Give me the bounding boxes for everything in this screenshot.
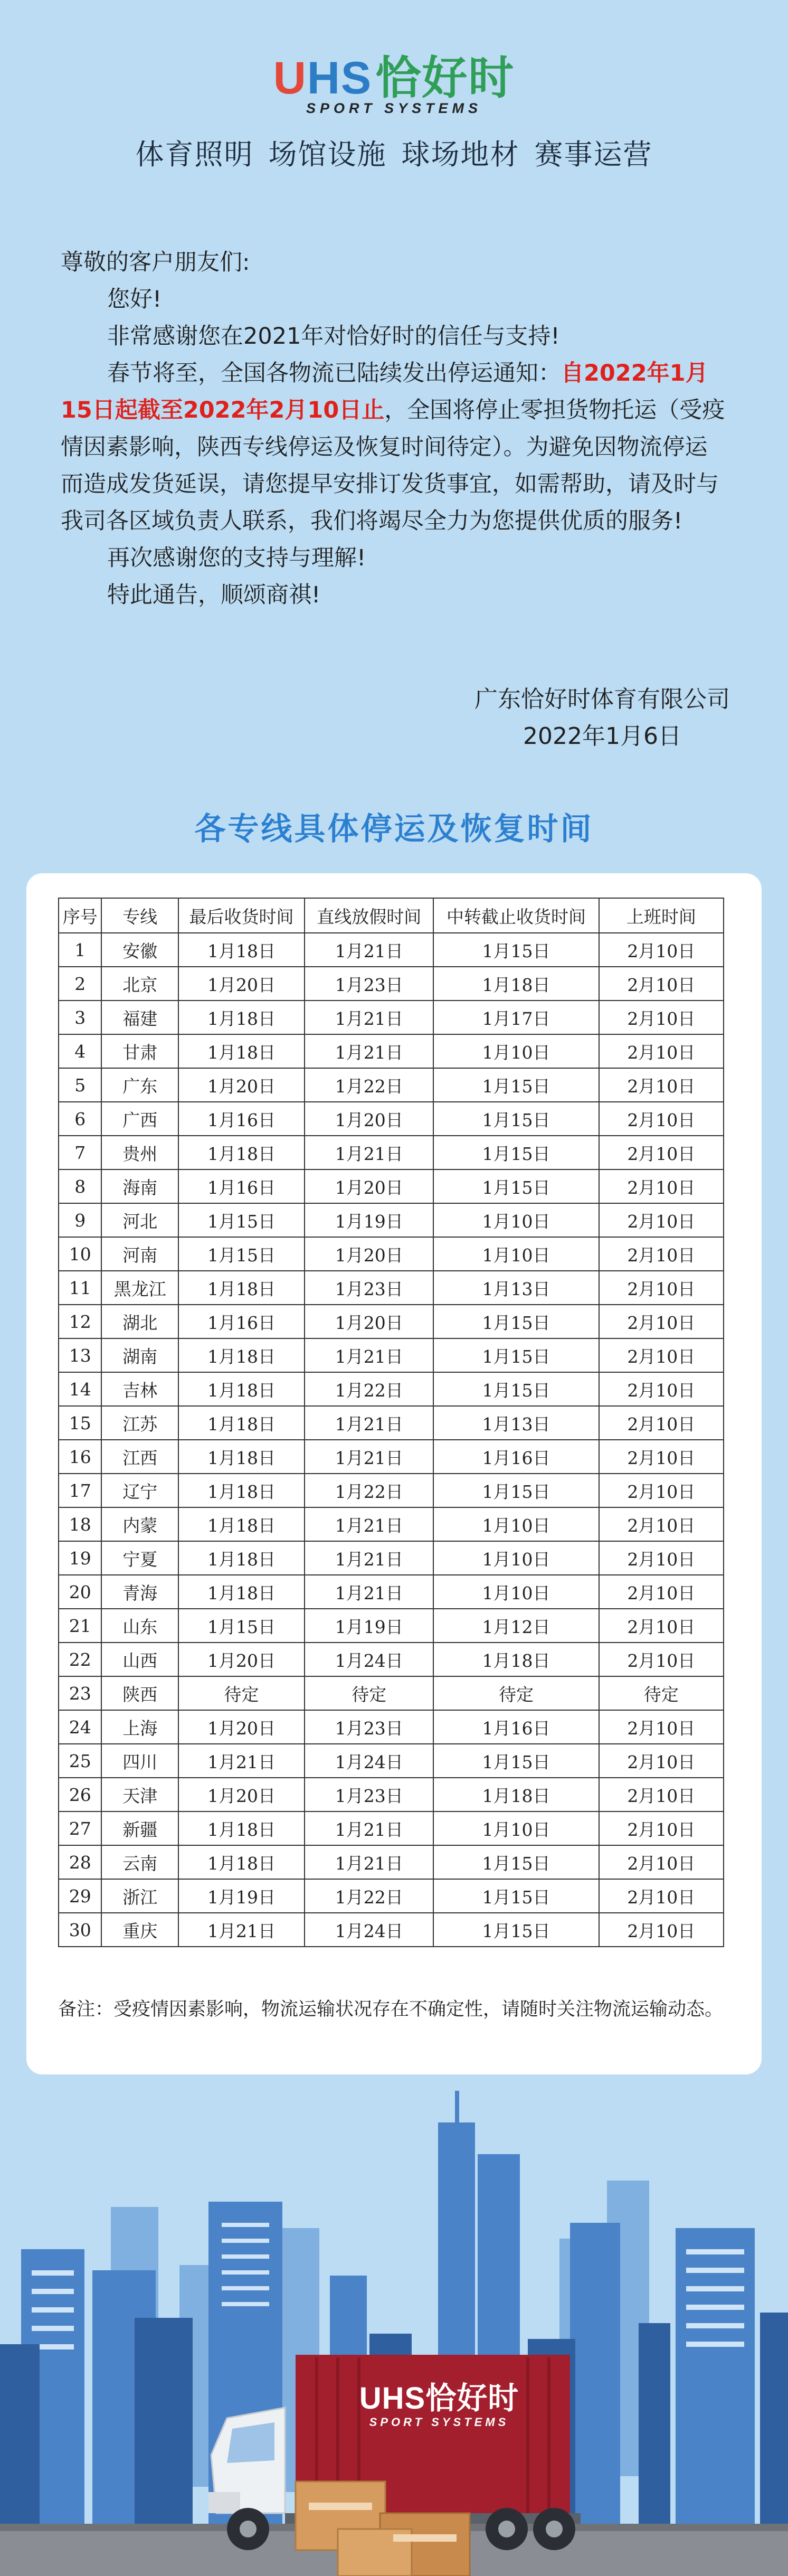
- letter-thanks: 非常感谢您在2021年对恰好时的信任与支持!: [107, 323, 560, 350]
- cell-line: 湖南: [101, 1338, 178, 1372]
- cell-line: 辽宁: [101, 1474, 178, 1507]
- truck-logo-cn: 恰好时: [425, 2381, 519, 2415]
- cell-holiday: 1月23日: [305, 967, 433, 1001]
- cell-transfer-cutoff: 1月10日: [433, 1541, 599, 1575]
- truck-logo-mark: [344, 2382, 534, 2415]
- cell-resume: 2月10日: [599, 933, 724, 967]
- cell-line: 四川: [101, 1744, 178, 1778]
- service-item: 球场地材: [401, 138, 520, 171]
- cell-last-receipt: 1月18日: [178, 1507, 305, 1541]
- cell-resume: 2月10日: [599, 1169, 724, 1203]
- cell-holiday: 1月22日: [305, 1068, 433, 1102]
- cell-line: 广西: [101, 1102, 178, 1136]
- cell-resume: 2月10日: [599, 1001, 724, 1034]
- cell-holiday: 1月21日: [305, 1845, 433, 1879]
- cell-no: 3: [59, 1001, 101, 1034]
- cell-resume: 2月10日: [599, 967, 724, 1001]
- cell-last-receipt: 1月18日: [178, 1845, 305, 1879]
- cell-holiday: 1月23日: [305, 1710, 433, 1744]
- cell-transfer-cutoff: 待定: [433, 1676, 599, 1710]
- cell-no: 19: [59, 1541, 101, 1575]
- table-row: [59, 1305, 724, 1338]
- cell-holiday: 1月24日: [305, 1744, 433, 1778]
- cell-transfer-cutoff: 1月16日: [433, 1440, 599, 1474]
- cell-no: 26: [59, 1778, 101, 1811]
- signature-block: [474, 681, 730, 755]
- cell-last-receipt: 1月18日: [178, 1372, 305, 1406]
- cell-no: 11: [59, 1271, 101, 1305]
- cell-last-receipt: 1月20日: [178, 967, 305, 1001]
- cell-holiday: 1月21日: [305, 1440, 433, 1474]
- cell-transfer-cutoff: 1月15日: [433, 1338, 599, 1372]
- cell-no: 10: [59, 1237, 101, 1271]
- table-row: [59, 1879, 724, 1913]
- cell-last-receipt: 1月18日: [178, 1338, 305, 1372]
- cell-holiday: 1月20日: [305, 1102, 433, 1136]
- cell-resume: 2月10日: [599, 1068, 724, 1102]
- cell-holiday: 1月21日: [305, 1001, 433, 1034]
- cell-line: 云南: [101, 1845, 178, 1879]
- table-row: [59, 1136, 724, 1169]
- cell-line: 河北: [101, 1203, 178, 1237]
- cell-transfer-cutoff: 1月13日: [433, 1406, 599, 1440]
- cell-resume: 2月10日: [599, 1406, 724, 1440]
- cell-resume: 待定: [599, 1676, 724, 1710]
- cell-line: 贵州: [101, 1136, 178, 1169]
- table-row: [59, 933, 724, 967]
- table-row: [59, 1541, 724, 1575]
- cell-resume: 2月10日: [599, 1913, 724, 1947]
- cell-no: 8: [59, 1169, 101, 1203]
- cell-holiday: 待定: [305, 1676, 433, 1710]
- cell-last-receipt: 1月18日: [178, 1440, 305, 1474]
- cell-resume: 2月10日: [599, 1845, 724, 1879]
- cell-last-receipt: 1月16日: [178, 1305, 305, 1338]
- cell-transfer-cutoff: 1月18日: [433, 1643, 599, 1676]
- letter-notice-pre: 春节将至，全国各物流已陆续发出停运通知：: [107, 360, 561, 386]
- cell-resume: 2月10日: [599, 1643, 724, 1676]
- cell-transfer-cutoff: 1月10日: [433, 1507, 599, 1541]
- cell-last-receipt: 1月15日: [178, 1609, 305, 1643]
- cell-transfer-cutoff: 1月10日: [433, 1034, 599, 1068]
- cell-line: 江苏: [101, 1406, 178, 1440]
- cell-no: 21: [59, 1609, 101, 1643]
- cell-no: 27: [59, 1811, 101, 1845]
- cell-no: 24: [59, 1710, 101, 1744]
- cell-transfer-cutoff: 1月18日: [433, 1778, 599, 1811]
- col-header-holiday: 直线放假时间: [305, 898, 433, 933]
- cell-transfer-cutoff: 1月15日: [433, 1913, 599, 1947]
- cell-resume: 2月10日: [599, 1203, 724, 1237]
- cell-holiday: 1月21日: [305, 1338, 433, 1372]
- cell-resume: 2月10日: [599, 1305, 724, 1338]
- cell-last-receipt: 1月15日: [178, 1237, 305, 1271]
- cell-holiday: 1月22日: [305, 1879, 433, 1913]
- cell-line: 山东: [101, 1609, 178, 1643]
- cell-transfer-cutoff: 1月15日: [433, 1474, 599, 1507]
- cell-line: 北京: [101, 967, 178, 1001]
- truck-logo-uhs: UHS: [359, 2381, 426, 2415]
- cell-no: 22: [59, 1643, 101, 1676]
- cell-line: 海南: [101, 1169, 178, 1203]
- cell-line: 广东: [101, 1068, 178, 1102]
- table-row: [59, 1406, 724, 1440]
- table-header-row: [59, 898, 724, 933]
- cell-last-receipt: 1月18日: [178, 1136, 305, 1169]
- cell-transfer-cutoff: 1月10日: [433, 1811, 599, 1845]
- cell-resume: 2月10日: [599, 1744, 724, 1778]
- cell-line: 安徽: [101, 933, 178, 967]
- schedule-table: [58, 898, 724, 1947]
- cell-no: 4: [59, 1034, 101, 1068]
- cell-transfer-cutoff: 1月15日: [433, 1845, 599, 1879]
- cell-last-receipt: 1月18日: [178, 1001, 305, 1034]
- cell-last-receipt: 待定: [178, 1676, 305, 1710]
- service-item: 场馆设施: [268, 138, 387, 171]
- header-logo: [0, 53, 788, 117]
- cell-transfer-cutoff: 1月13日: [433, 1271, 599, 1305]
- cell-last-receipt: 1月20日: [178, 1068, 305, 1102]
- table-row: [59, 1169, 724, 1203]
- cell-resume: 2月10日: [599, 1778, 724, 1811]
- cell-resume: 2月10日: [599, 1440, 724, 1474]
- cell-no: 1: [59, 933, 101, 967]
- cell-line: 甘肃: [101, 1034, 178, 1068]
- cell-last-receipt: 1月20日: [178, 1778, 305, 1811]
- cell-no: 5: [59, 1068, 101, 1102]
- cell-resume: 2月10日: [599, 1541, 724, 1575]
- table-row: [59, 1744, 724, 1778]
- table-row: [59, 1676, 724, 1710]
- table-row: [59, 1575, 724, 1609]
- cell-line: 福建: [101, 1001, 178, 1034]
- cell-last-receipt: 1月19日: [178, 1879, 305, 1913]
- col-header-last-receipt: 最后收货时间: [178, 898, 305, 933]
- cell-holiday: 1月24日: [305, 1913, 433, 1947]
- cell-last-receipt: 1月21日: [178, 1744, 305, 1778]
- table-row: [59, 1474, 724, 1507]
- truck-brand-logo: [344, 2382, 534, 2429]
- cell-transfer-cutoff: 1月15日: [433, 1169, 599, 1203]
- table-note: 备注：受疫情因素影响，物流运输状况存在不确定性，请随时关注物流运输动态。: [58, 1999, 724, 2020]
- cell-no: 9: [59, 1203, 101, 1237]
- table-row: [59, 1271, 724, 1305]
- cell-transfer-cutoff: 1月10日: [433, 1203, 599, 1237]
- cell-holiday: 1月23日: [305, 1778, 433, 1811]
- cell-last-receipt: 1月18日: [178, 1034, 305, 1068]
- cell-holiday: 1月19日: [305, 1609, 433, 1643]
- cell-last-receipt: 1月15日: [178, 1203, 305, 1237]
- cell-holiday: 1月20日: [305, 1169, 433, 1203]
- cell-last-receipt: 1月18日: [178, 1811, 305, 1845]
- cell-holiday: 1月21日: [305, 1406, 433, 1440]
- cell-last-receipt: 1月16日: [178, 1169, 305, 1203]
- cell-last-receipt: 1月20日: [178, 1643, 305, 1676]
- cell-last-receipt: 1月18日: [178, 1541, 305, 1575]
- cell-resume: 2月10日: [599, 1474, 724, 1507]
- cell-no: 13: [59, 1338, 101, 1372]
- cell-last-receipt: 1月18日: [178, 933, 305, 967]
- table-row: [59, 1710, 724, 1744]
- letter-notice-dates: 自2022年1月15日起截至2022年2月10日止: [61, 360, 708, 423]
- table-row: [59, 1068, 724, 1102]
- service-item: 赛事运营: [534, 138, 653, 171]
- table-row: [59, 1203, 724, 1237]
- cell-last-receipt: 1月18日: [178, 1575, 305, 1609]
- cell-line: 天津: [101, 1778, 178, 1811]
- cell-line: 黑龙江: [101, 1271, 178, 1305]
- truck-logo-tagline: SPORT SYSTEMS: [369, 2415, 509, 2429]
- letter-notice: [61, 355, 729, 540]
- cell-resume: 2月10日: [599, 1102, 724, 1136]
- cell-holiday: 1月19日: [305, 1203, 433, 1237]
- letter-closing: 特此通告，顺颂商祺!: [107, 582, 321, 608]
- cell-transfer-cutoff: 1月12日: [433, 1609, 599, 1643]
- cell-no: 6: [59, 1102, 101, 1136]
- cell-transfer-cutoff: 1月15日: [433, 1305, 599, 1338]
- cell-holiday: 1月21日: [305, 933, 433, 967]
- cell-resume: 2月10日: [599, 1609, 724, 1643]
- cell-transfer-cutoff: 1月15日: [433, 933, 599, 967]
- cell-resume: 2月10日: [599, 1034, 724, 1068]
- table-row: [59, 1643, 724, 1676]
- cell-transfer-cutoff: 1月18日: [433, 967, 599, 1001]
- cell-holiday: 1月22日: [305, 1474, 433, 1507]
- cell-no: 18: [59, 1507, 101, 1541]
- cell-line: 浙江: [101, 1879, 178, 1913]
- brand-logo: [273, 53, 515, 117]
- table-row: [59, 1237, 724, 1271]
- cell-line: 内蒙: [101, 1507, 178, 1541]
- cell-holiday: 1月21日: [305, 1034, 433, 1068]
- cell-no: 20: [59, 1575, 101, 1609]
- cell-resume: 2月10日: [599, 1136, 724, 1169]
- table-row: [59, 1338, 724, 1372]
- cell-resume: 2月10日: [599, 1507, 724, 1541]
- cell-no: 12: [59, 1305, 101, 1338]
- cell-holiday: 1月21日: [305, 1575, 433, 1609]
- table-row: [59, 1913, 724, 1947]
- cell-last-receipt: 1月18日: [178, 1406, 305, 1440]
- table-row: [59, 1778, 724, 1811]
- cell-line: 重庆: [101, 1913, 178, 1947]
- col-header-transfer-cutoff: 中转截止收货时间: [433, 898, 599, 933]
- cell-line: 吉林: [101, 1372, 178, 1406]
- cell-line: 青海: [101, 1575, 178, 1609]
- table-row: [59, 1001, 724, 1034]
- table-row: [59, 1102, 724, 1136]
- cell-no: 2: [59, 967, 101, 1001]
- cell-holiday: 1月21日: [305, 1507, 433, 1541]
- table-row: [59, 1440, 724, 1474]
- cell-line: 河南: [101, 1237, 178, 1271]
- table-row: [59, 1811, 724, 1845]
- letter-notice-post: ，全国将停止零担货物托运（受疫情因素影响，陕西专线停运及恢复时间待定）。为避免因物流停运而造成发货延误，请您提早安排订发货事宜，如需帮助，请及时与我司各区域负责人联系，我们将竭尽全力为您提供优质的服务!: [61, 397, 725, 534]
- cell-no: 30: [59, 1913, 101, 1947]
- cell-line: 上海: [101, 1710, 178, 1744]
- col-header-line: 专线: [101, 898, 178, 933]
- cell-holiday: 1月20日: [305, 1237, 433, 1271]
- cell-resume: 2月10日: [599, 1271, 724, 1305]
- cell-transfer-cutoff: 1月15日: [433, 1879, 599, 1913]
- cell-last-receipt: 1月20日: [178, 1710, 305, 1744]
- cell-holiday: 1月23日: [305, 1271, 433, 1305]
- letter-greeting: 您好!: [107, 286, 162, 313]
- cell-transfer-cutoff: 1月15日: [433, 1136, 599, 1169]
- cell-no: 7: [59, 1136, 101, 1169]
- cell-last-receipt: 1月18日: [178, 1271, 305, 1305]
- cell-no: 28: [59, 1845, 101, 1879]
- cell-line: 陕西: [101, 1676, 178, 1710]
- brand-logo-mark: UHS恰好时: [273, 53, 515, 103]
- cell-last-receipt: 1月21日: [178, 1913, 305, 1947]
- table-row: [59, 967, 724, 1001]
- cell-holiday: 1月21日: [305, 1541, 433, 1575]
- cell-transfer-cutoff: 1月15日: [433, 1102, 599, 1136]
- cell-line: 山西: [101, 1643, 178, 1676]
- cell-holiday: 1月22日: [305, 1372, 433, 1406]
- letter-salutation: 尊敬的客户朋友们:: [61, 249, 250, 276]
- col-header-resume: 上班时间: [599, 898, 724, 933]
- cell-transfer-cutoff: 1月10日: [433, 1575, 599, 1609]
- cell-no: 16: [59, 1440, 101, 1474]
- table-row: [59, 1845, 724, 1879]
- cell-transfer-cutoff: 1月15日: [433, 1744, 599, 1778]
- cell-last-receipt: 1月18日: [178, 1474, 305, 1507]
- section-title: 各专线具体停运及恢复时间: [194, 810, 594, 847]
- notice-letter: [61, 244, 729, 614]
- cell-last-receipt: 1月16日: [178, 1102, 305, 1136]
- cell-resume: 2月10日: [599, 1879, 724, 1913]
- cell-holiday: 1月21日: [305, 1811, 433, 1845]
- cell-holiday: 1月24日: [305, 1643, 433, 1676]
- cell-transfer-cutoff: 1月10日: [433, 1237, 599, 1271]
- cell-no: 15: [59, 1406, 101, 1440]
- cell-no: 25: [59, 1744, 101, 1778]
- cell-resume: 2月10日: [599, 1575, 724, 1609]
- cell-resume: 2月10日: [599, 1338, 724, 1372]
- brand-tagline: SPORT SYSTEMS: [306, 100, 482, 116]
- table-row: [59, 1034, 724, 1068]
- table-row: [59, 1507, 724, 1541]
- col-header-no: 序号: [59, 898, 101, 933]
- cell-line: 宁夏: [101, 1541, 178, 1575]
- table-row: [59, 1372, 724, 1406]
- table-row: [59, 1609, 724, 1643]
- cell-no: 14: [59, 1372, 101, 1406]
- schedule-card: [26, 873, 762, 2074]
- cell-resume: 2月10日: [599, 1710, 724, 1744]
- cell-resume: 2月10日: [599, 1811, 724, 1845]
- cell-line: 江西: [101, 1440, 178, 1474]
- cell-no: 23: [59, 1676, 101, 1710]
- city-truck-illustration: [0, 2091, 788, 2576]
- services-list: [0, 132, 788, 173]
- signature-company: 广东恰好时体育有限公司: [474, 686, 730, 713]
- brand-name-cn: 恰好时: [375, 53, 515, 103]
- cell-line: 新疆: [101, 1811, 178, 1845]
- cell-transfer-cutoff: 1月15日: [433, 1372, 599, 1406]
- table-body: [59, 933, 724, 1947]
- cell-resume: 2月10日: [599, 1237, 724, 1271]
- cell-line: 湖北: [101, 1305, 178, 1338]
- signature-date: 2022年1月6日: [523, 723, 681, 750]
- cell-holiday: 1月20日: [305, 1305, 433, 1338]
- cell-transfer-cutoff: 1月17日: [433, 1001, 599, 1034]
- letter-thanks-again: 再次感谢您的支持与理解!: [107, 545, 366, 571]
- service-item: 体育照明: [135, 138, 254, 171]
- cell-resume: 2月10日: [599, 1372, 724, 1406]
- cell-transfer-cutoff: 1月16日: [433, 1710, 599, 1744]
- cell-transfer-cutoff: 1月15日: [433, 1068, 599, 1102]
- cell-no: 17: [59, 1474, 101, 1507]
- cell-no: 29: [59, 1879, 101, 1913]
- cell-holiday: 1月21日: [305, 1136, 433, 1169]
